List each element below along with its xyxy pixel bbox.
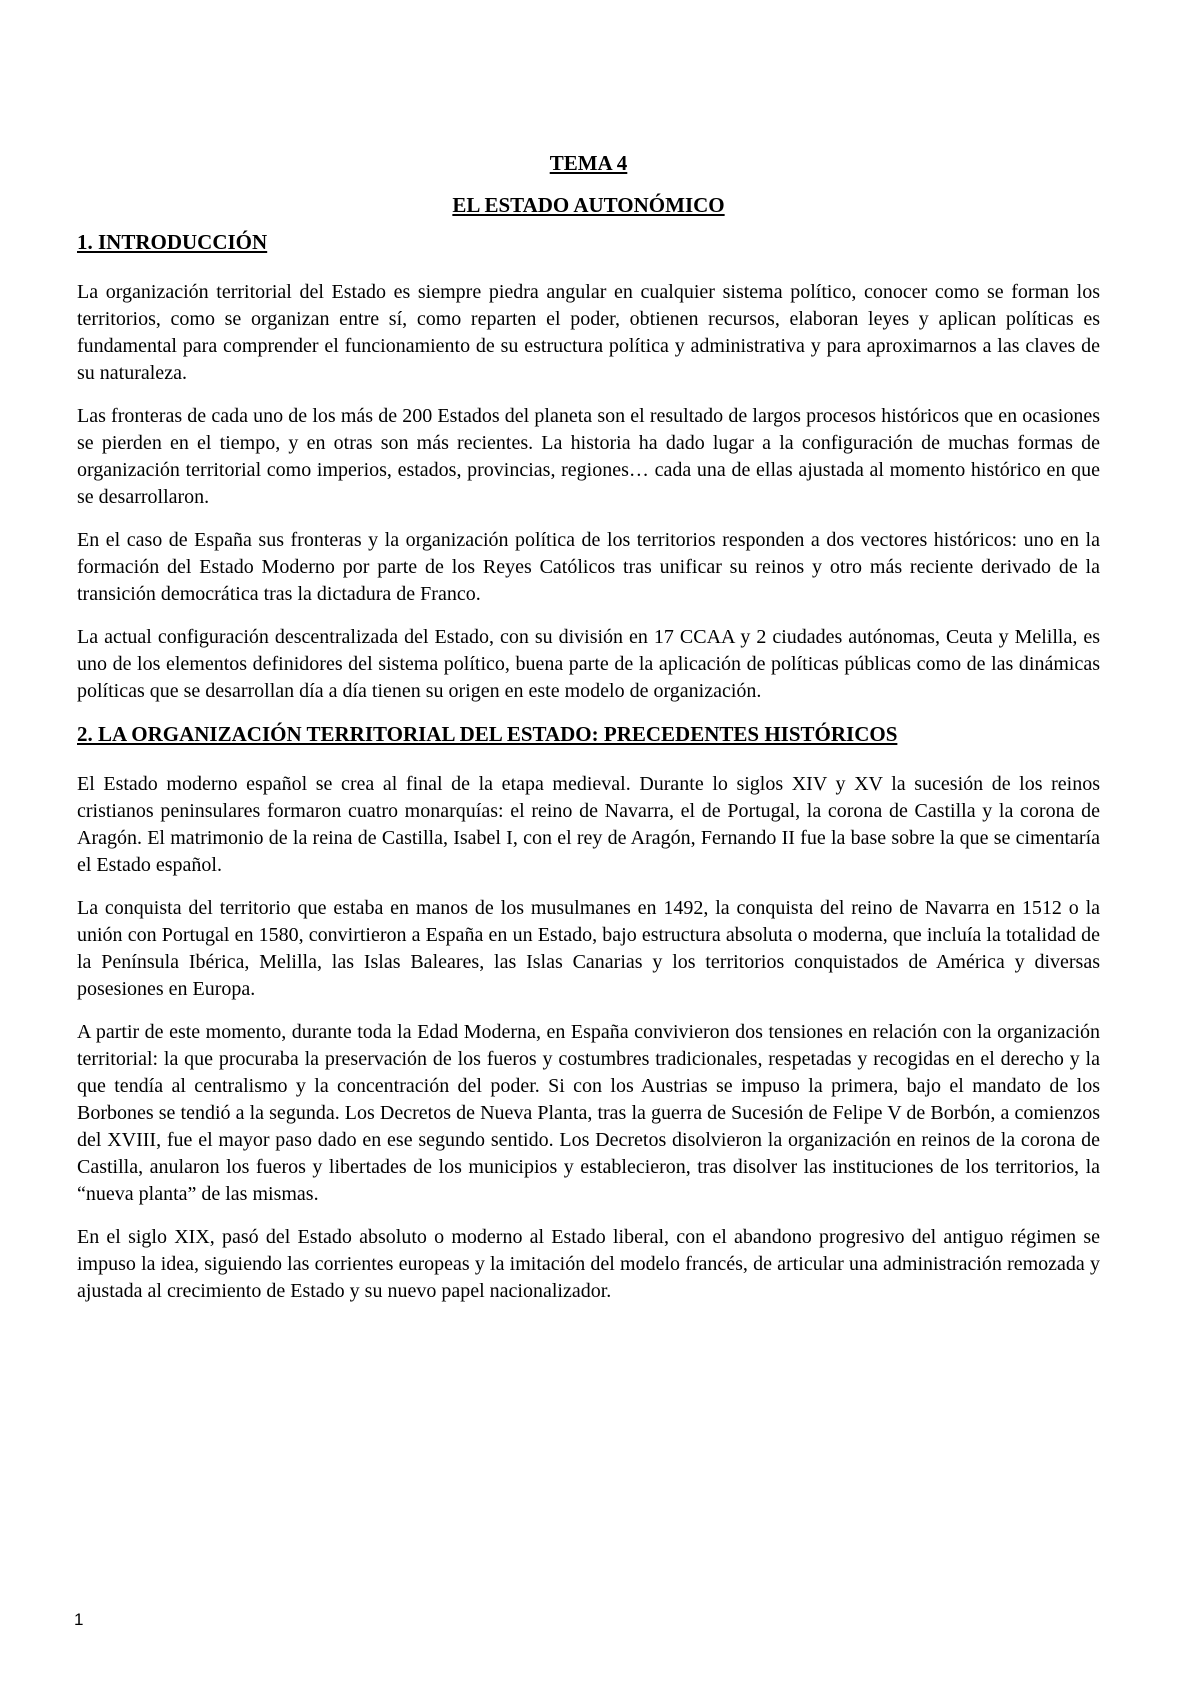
paragraph: En el siglo XIX, pasó del Estado absoluto o moderno al Estado liberal, con el abandono progresivo del antiguo régimen se impuso la idea, siguiendo las corrientes europeas y la imitación del modelo francés, de articular una administración remozada y ajustada al crecimiento de Estado y su nuevo papel nacionalizador. xyxy=(77,1226,1100,1302)
section-heading-precedentes: 2. LA ORGANIZACIÓN TERRITORIAL DEL ESTADO: PRECEDENTES HISTÓRICOS xyxy=(77,722,898,746)
paragraph: La conquista del territorio que estaba en manos de los musulmanes en 1492, la conquista del reino de Navarra en 1512 o la unión con Portugal en 1580, convirtieron a España en un Estado, bajo estructura absoluta o moderna, que incluía la totalidad de la Península Ibérica, Melilla, las Islas Baleares, las Islas Canarias y los territorios conquistados de América y diversas posesiones en Europa. xyxy=(77,897,1100,1000)
paragraph: Las fronteras de cada uno de los más de 200 Estados del planeta son el resultado de largos procesos históricos que en ocasiones se pierden en el tiempo, y en otras son más recientes. La historia ha dado lugar a la configuración de muchas formas de organización territorial como imperios, estados, provincias, regiones… cada una de ellas ajustada al momento histórico en que se desarrollaron. xyxy=(77,405,1100,508)
paragraph: La actual configuración descentralizada del Estado, con su división en 17 CCAA y 2 ciudades autónomas, Ceuta y Melilla, es uno de los elementos definidores del sistema político, buena parte de la aplicación de políticas públicas como de las dinámicas políticas que se desarrollan día a día tienen su origen en este modelo de organización. xyxy=(77,626,1100,702)
document-title: TEMA 4 xyxy=(549,151,628,175)
paragraph: El Estado moderno español se crea al final de la etapa medieval. Durante lo siglos XIV y XV la sucesión de los reinos cristianos peninsulares formaron cuatro monarquías: el reino de Navarra, el de Portugal, la corona de Castilla y la corona de Aragón. El matrimonio de la reina de Castilla, Isabel I, con el rey de Aragón, Fernando II fue la base sobre la que se cimentaría el Estado español. xyxy=(77,773,1100,876)
paragraph: En el caso de España sus fronteras y la organización política de los territorios responden a dos vectores históricos: uno en la formación del Estado Moderno por parte de los Reyes Católicos tras unificar su reinos y otro más reciente derivado de la transición democrática tras la dictadura de Franco. xyxy=(77,529,1100,605)
paragraph: La organización territorial del Estado es siempre piedra angular en cualquier sistema político, conocer como se forman los territorios, como se organizan entre sí, como reparten el poder, obtienen recursos, elaboran leyes y aplican políticas es fundamental para comprender el funcionamiento de su estructura política y administrativa y para aproximarnos a las claves de su naturaleza. xyxy=(77,281,1100,384)
page-number: 1 xyxy=(74,1610,84,1629)
document-page xyxy=(77,150,1100,1321)
paragraph: A partir de este momento, durante toda la Edad Moderna, en España convivieron dos tensiones en relación con la organización territorial: la que procuraba la preservación de los fueros y costumbres tradicionales, respetadas y recogidas en el derecho y la que tendía al centralismo y la concentración del poder. Si con los Austrias se impuso la primera, bajo el mandato de los Borbones se tendió a la segunda. Los Decretos de Nueva Planta, tras la guerra de Sucesión de Felipe V de Borbón, a comienzos del XVIII, fue el mayor paso dado en ese segundo sentido. Los Decretos disolvieron la organización en reinos de la corona de Castilla, anularon los fueros y libertades de los municipios y establecieron, tras disolver las instituciones de los territorios, la “nueva planta” de las mismas. xyxy=(77,1021,1100,1205)
section-heading-introduccion: 1. INTRODUCCIÓN xyxy=(77,230,268,254)
document-subtitle: EL ESTADO AUTONÓMICO xyxy=(452,193,725,217)
